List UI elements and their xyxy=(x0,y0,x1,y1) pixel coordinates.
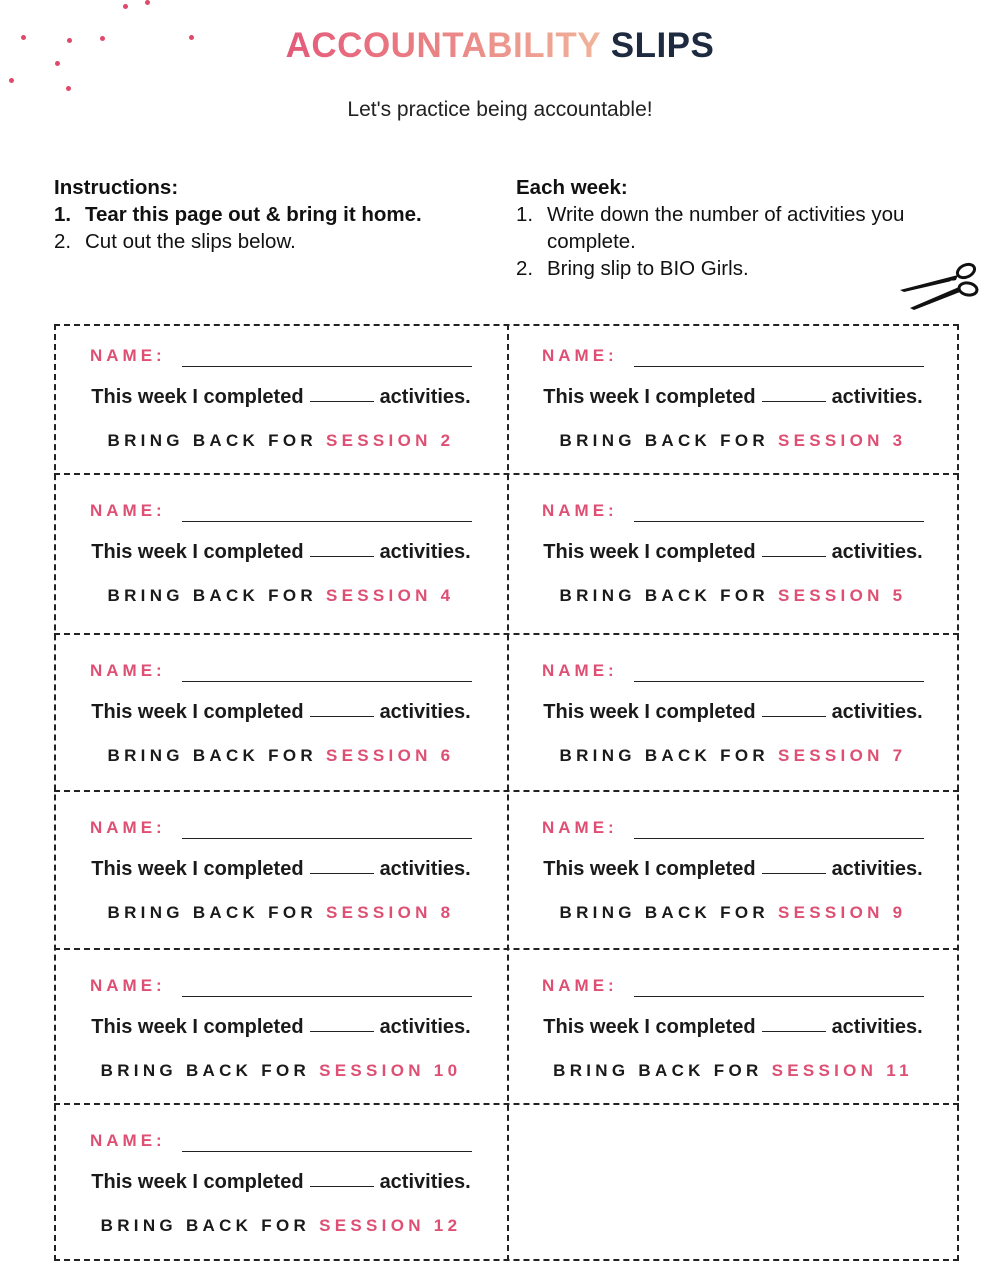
name-row xyxy=(90,346,472,370)
name-label: NAME: xyxy=(90,661,166,680)
name-label: NAME: xyxy=(90,976,166,995)
completed-line: This week I completed activities. xyxy=(543,1016,923,1038)
accountability-slip xyxy=(56,481,506,631)
session-label: SESSION 12 xyxy=(319,1216,462,1235)
name-blank-line xyxy=(634,681,924,682)
activities-blank xyxy=(310,400,374,402)
name-blank-line xyxy=(182,1151,472,1152)
activities-blank xyxy=(310,1185,374,1187)
cut-line xyxy=(54,633,959,635)
session-label: SESSION 2 xyxy=(325,431,455,450)
confetti-dot xyxy=(66,86,71,91)
name-row xyxy=(90,818,472,842)
completed-line: This week I completed activities. xyxy=(91,1016,471,1038)
name-blank-line xyxy=(634,838,924,839)
confetti-dot xyxy=(145,0,150,5)
completed-line: This week I completed activities. xyxy=(91,701,471,723)
bring-back-line: BRING BACK FOR SESSION 3 xyxy=(559,431,907,450)
session-label: SESSION 10 xyxy=(319,1061,462,1080)
each-week-item: 2. Bring slip to BIO Girls. xyxy=(516,257,749,280)
name-blank-line xyxy=(634,366,924,367)
each-week-block xyxy=(516,174,946,282)
accountability-slip xyxy=(56,326,506,476)
name-row xyxy=(542,818,924,842)
name-label: NAME: xyxy=(90,818,166,837)
instructions-block xyxy=(54,174,494,255)
instruction-item: 1. Tear this page out & bring it home. xyxy=(54,203,422,226)
completed-line: This week I completed activities. xyxy=(543,541,923,563)
name-label: NAME: xyxy=(90,346,166,365)
name-blank-line xyxy=(182,366,472,367)
session-label: SESSION 5 xyxy=(777,586,907,605)
accountability-slip xyxy=(508,798,958,948)
name-row xyxy=(90,501,472,525)
activities-blank xyxy=(310,872,374,874)
name-blank-line xyxy=(182,996,472,997)
activities-blank xyxy=(762,400,826,402)
name-row xyxy=(90,976,472,1000)
name-blank-line xyxy=(182,838,472,839)
activities-blank xyxy=(310,1030,374,1032)
activities-blank xyxy=(762,1030,826,1032)
completed-line: This week I completed activities. xyxy=(91,1171,471,1193)
bring-back-line: BRING BACK FOR SESSION 8 xyxy=(107,903,455,922)
name-label: NAME: xyxy=(542,346,618,365)
confetti-dot xyxy=(123,4,128,9)
activities-blank xyxy=(762,555,826,557)
accountability-slip xyxy=(508,326,958,476)
name-label: NAME: xyxy=(542,976,618,995)
completed-line: This week I completed activities. xyxy=(91,858,471,880)
each-week-heading: Each week: xyxy=(516,176,628,199)
bring-back-line: BRING BACK FOR SESSION 6 xyxy=(107,746,455,765)
bring-back-line: BRING BACK FOR SESSION 2 xyxy=(107,431,455,450)
page-title xyxy=(0,26,1000,66)
scissors-icon xyxy=(896,258,980,314)
session-label: SESSION 11 xyxy=(771,1061,913,1080)
title-accent: ACCOUNTABILITY xyxy=(285,26,601,65)
name-blank-line xyxy=(634,521,924,522)
session-label: SESSION 8 xyxy=(325,903,455,922)
name-label: NAME: xyxy=(90,501,166,520)
activities-blank xyxy=(310,555,374,557)
session-label: SESSION 4 xyxy=(325,586,455,605)
completed-line: This week I completed activities. xyxy=(91,541,471,563)
name-row xyxy=(542,976,924,1000)
bring-back-line: BRING BACK FOR SESSION 4 xyxy=(107,586,455,605)
session-label: SESSION 7 xyxy=(777,746,907,765)
bring-back-line: BRING BACK FOR SESSION 7 xyxy=(559,746,907,765)
each-week-item: 1. Write down the number of activities you complete. xyxy=(516,203,905,253)
name-row xyxy=(542,661,924,685)
bring-back-line: BRING BACK FOR SESSION 10 xyxy=(100,1061,462,1080)
name-label: NAME: xyxy=(90,1131,166,1150)
bring-back-line: BRING BACK FOR SESSION 9 xyxy=(559,903,907,922)
name-row xyxy=(90,661,472,685)
completed-line: This week I completed activities. xyxy=(91,386,471,408)
confetti-dot xyxy=(9,78,14,83)
name-row xyxy=(542,501,924,525)
instruction-item: 2. Cut out the slips below. xyxy=(54,230,296,253)
accountability-slip xyxy=(56,641,506,791)
cut-line xyxy=(54,948,959,950)
instructions-heading: Instructions: xyxy=(54,176,179,199)
accountability-slip xyxy=(56,798,506,948)
accountability-slip xyxy=(56,1111,506,1261)
session-label: SESSION 3 xyxy=(777,431,907,450)
name-blank-line xyxy=(182,681,472,682)
accountability-slip xyxy=(508,481,958,631)
completed-line: This week I completed activities. xyxy=(543,701,923,723)
completed-line: This week I completed activities. xyxy=(543,386,923,408)
bring-back-line: BRING BACK FOR SESSION 5 xyxy=(559,586,907,605)
name-blank-line xyxy=(182,521,472,522)
name-label: NAME: xyxy=(542,818,618,837)
bring-back-line: BRING BACK FOR SESSION 12 xyxy=(100,1216,462,1235)
accountability-slip xyxy=(508,956,958,1106)
name-label: NAME: xyxy=(542,661,618,680)
activities-blank xyxy=(762,872,826,874)
name-row xyxy=(90,1131,472,1155)
activities-blank xyxy=(310,715,374,717)
session-label: SESSION 9 xyxy=(777,903,907,922)
name-blank-line xyxy=(634,996,924,997)
subtitle: Let's practice being accountable! xyxy=(347,98,653,121)
title-main: SLIPS xyxy=(610,26,715,65)
accountability-slip xyxy=(56,956,506,1106)
bring-back-line: BRING BACK FOR SESSION 11 xyxy=(553,1061,913,1080)
activities-blank xyxy=(762,715,826,717)
completed-line: This week I completed activities. xyxy=(543,858,923,880)
session-label: SESSION 6 xyxy=(325,746,455,765)
name-label: NAME: xyxy=(542,501,618,520)
name-row xyxy=(542,346,924,370)
accountability-slip xyxy=(508,641,958,791)
